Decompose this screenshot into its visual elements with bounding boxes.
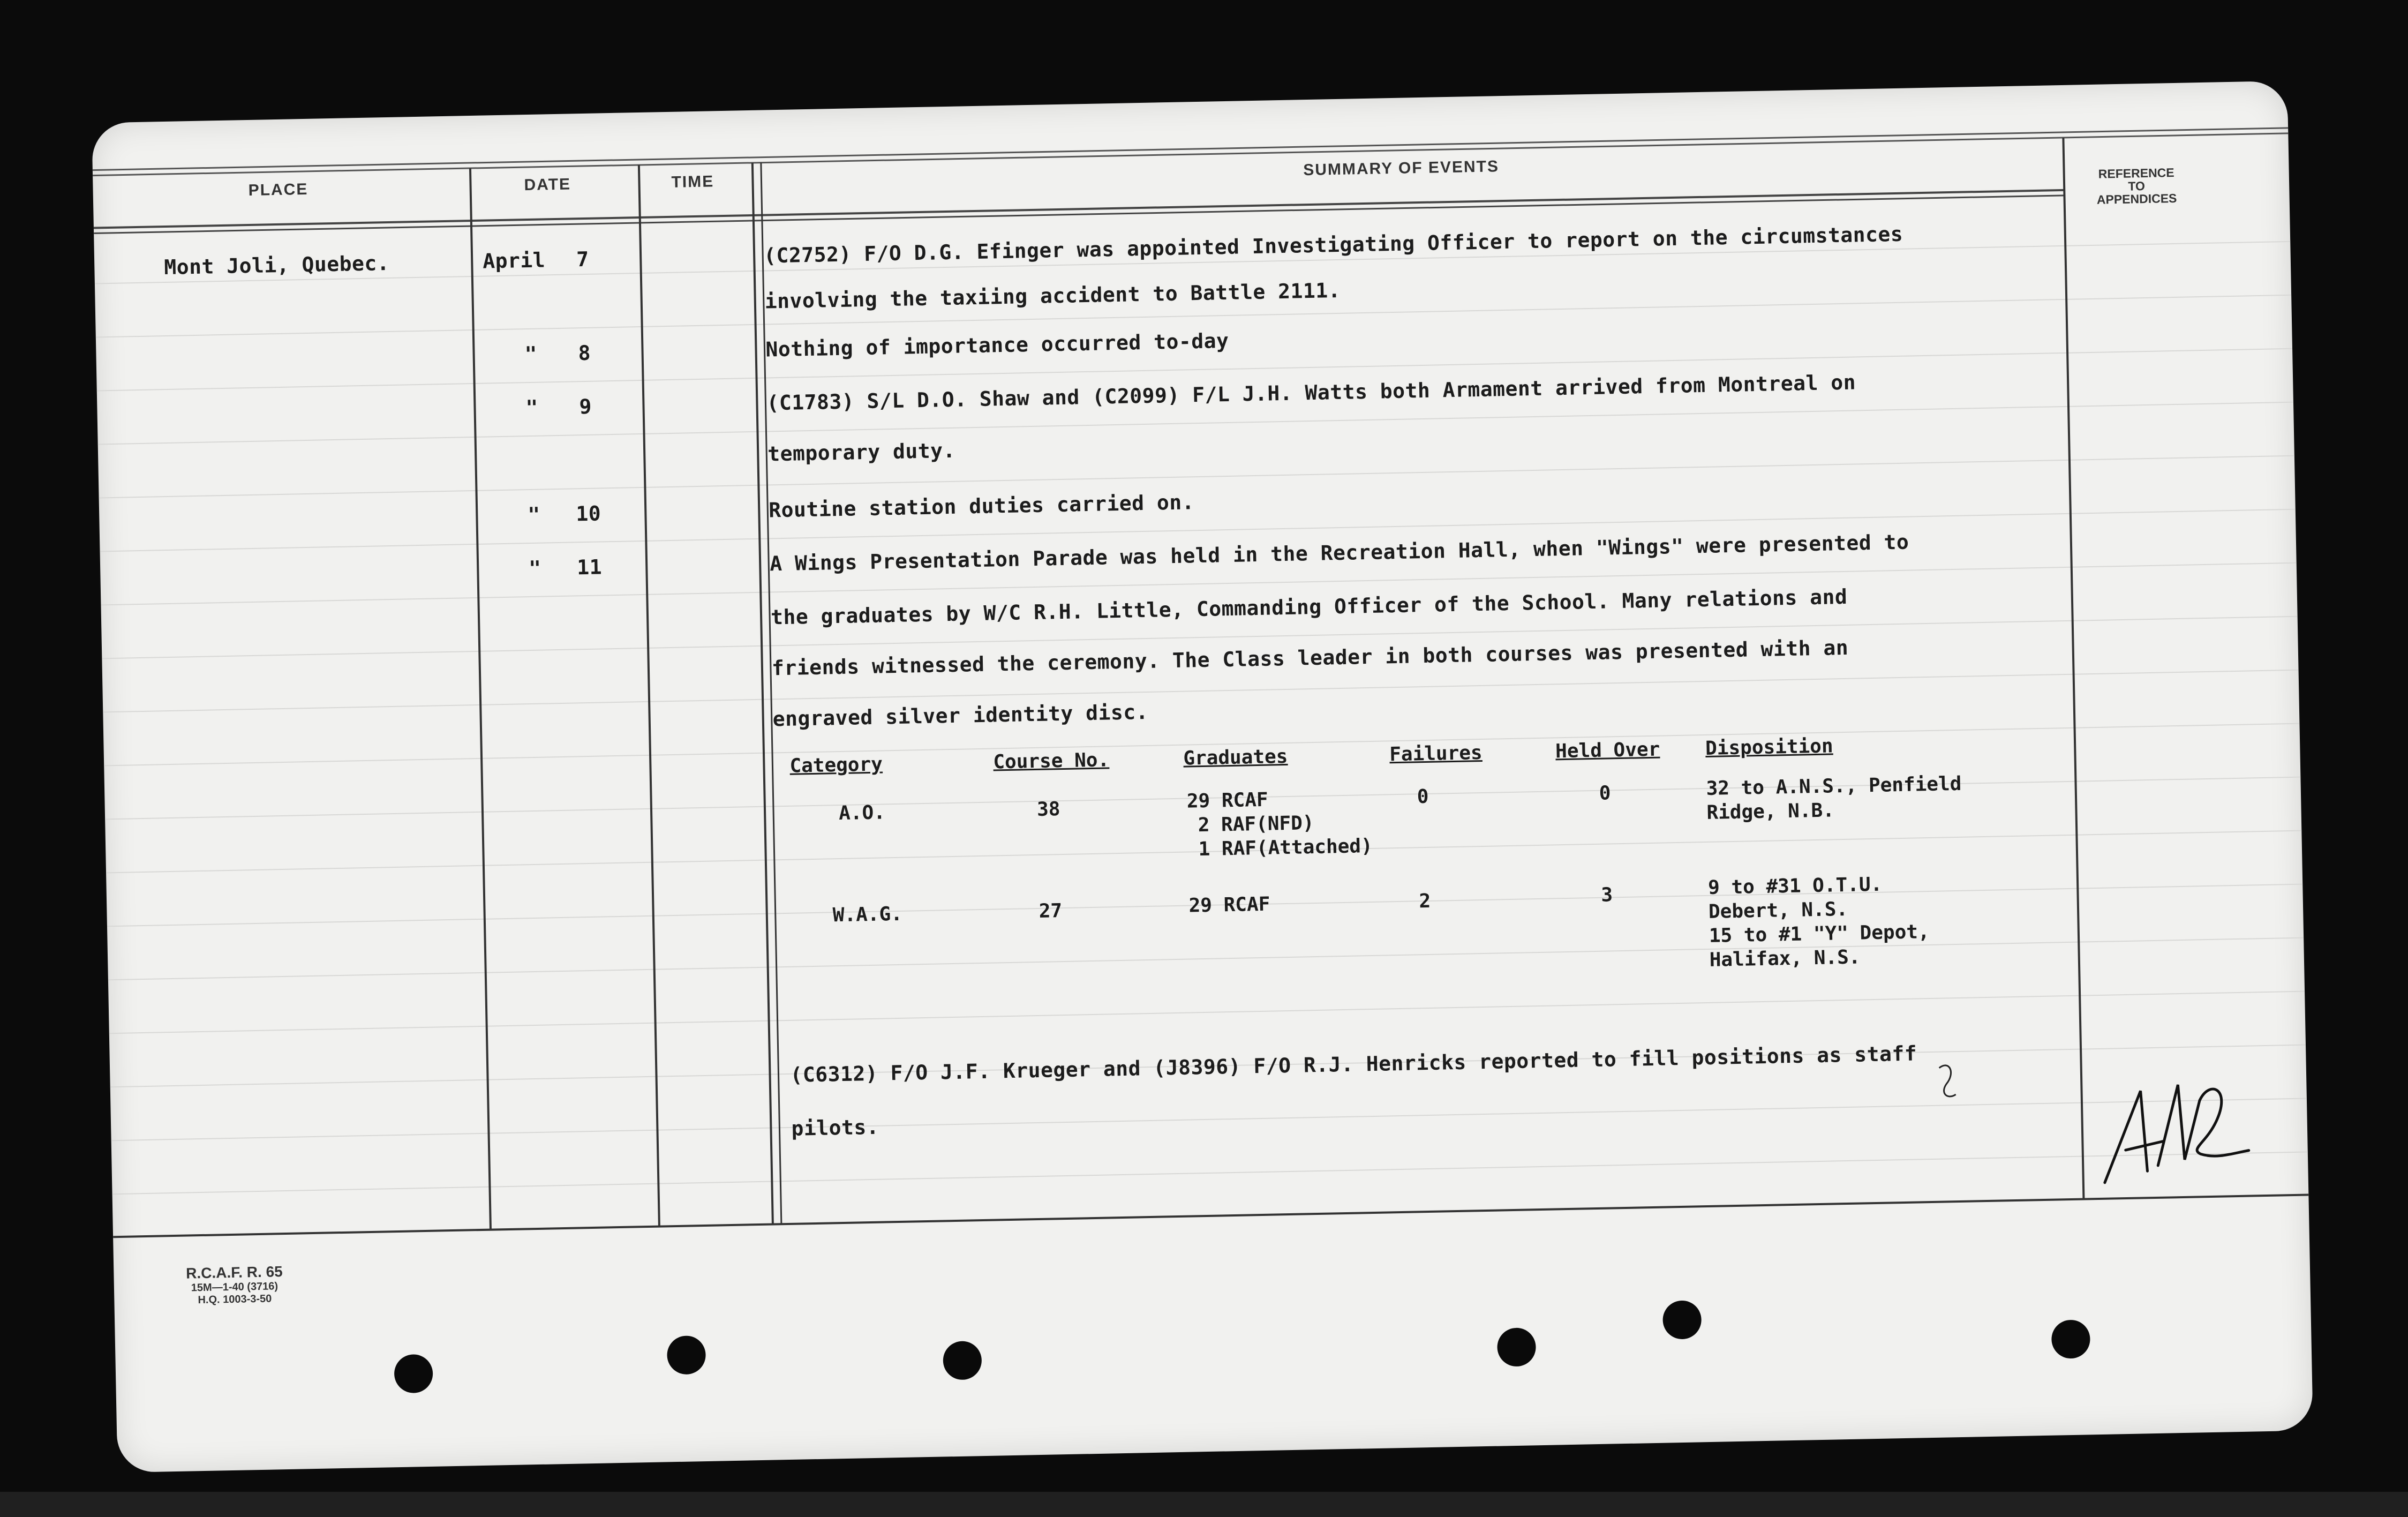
column-header-course: Course No. — [993, 749, 1110, 773]
summary-line: (C2752) F/O D.G. Efinger was appointed Investigating Officer to report on the circumstances — [763, 222, 1903, 268]
header-reference-appendices: REFERENCE TO APPENDICES — [2096, 165, 2177, 207]
summary-line: friends witnessed the ceremony. The Class leader in both courses was presented with an — [771, 635, 1849, 680]
column-header-disposition: Disposition — [1705, 735, 1833, 760]
column-header-graduates: Graduates — [1183, 745, 1288, 770]
column-header-held-over: Held Over — [1555, 738, 1660, 763]
place-entry: Mont Joli, Quebec. — [163, 251, 390, 280]
table-cell-disposition: 15 to #1 "Y" Depot, — [1709, 920, 1930, 947]
header-date: DATE — [524, 175, 571, 194]
date-day: 7 — [576, 247, 590, 272]
summary-line: engraved silver identity disc. — [772, 700, 1149, 731]
table-cell-disposition: Debert, N.S. — [1708, 898, 1848, 923]
date-month: " — [525, 395, 539, 420]
column-header-category: Category — [789, 753, 883, 777]
date-day: 9 — [579, 394, 592, 419]
table-cell-graduates: 1 RAF(Attached) — [1198, 835, 1373, 861]
form-identifier: R.C.A.F. R. 65 15M—1-40 (3716) H.Q. 1003-3-50 — [185, 1263, 283, 1306]
table-cell-course: 38 — [1036, 798, 1060, 821]
table-cell-held-over: 3 — [1600, 884, 1613, 906]
signature-initials — [2103, 1084, 2249, 1183]
table-cell-failures: 0 — [1417, 785, 1429, 808]
table-cell-course: 27 — [1039, 900, 1063, 922]
header-place: PLACE — [248, 180, 308, 199]
table-cell-disposition: Halifax, N.S. — [1709, 946, 1861, 971]
film-strip-edge — [0, 1492, 2408, 1517]
table-cell-graduates: 2 RAF(NFD) — [1198, 812, 1314, 837]
table-cell-graduates: 29 RCAF — [1188, 893, 1270, 917]
column-header-failures: Failures — [1389, 741, 1483, 766]
date-month: " — [524, 342, 538, 366]
header-time: TIME — [671, 172, 714, 191]
table-cell-graduates: 29 RCAF — [1186, 788, 1268, 813]
date-day: 10 — [575, 501, 601, 526]
table-cell-failures: 2 — [1419, 890, 1431, 913]
summary-line: Routine station duties carried on. — [768, 490, 1195, 522]
diary-card — [92, 81, 2313, 1473]
date-day: 11 — [576, 555, 603, 580]
table-cell-disposition: 32 to A.N.S., Penfield — [1706, 772, 1962, 800]
pencil-mark — [1939, 1065, 1956, 1097]
table-cell-category: A.O. — [838, 801, 886, 825]
summary-line: the graduates by W/C R.H. Little, Commanding Officer of the School. Many relations and — [770, 584, 1848, 629]
summary-line: (C1783) S/L D.O. Shaw and (C2099) F/L J.H. Watts both Armament arrived from Montreal on — [766, 370, 1856, 415]
date-month: April — [482, 248, 546, 273]
date-month: " — [527, 502, 541, 527]
date-day: 8 — [578, 341, 591, 365]
summary-line: Nothing of importance occurred to-day — [765, 328, 1229, 362]
summary-line: involving the taxiing accident to Battle 2111. — [764, 278, 1341, 313]
summary-line: (C6312) F/O J.F. Krueger and (J8396) F/O R.J. Henricks reported to fill positions as staff — [790, 1041, 1917, 1087]
date-month: " — [528, 556, 542, 581]
table-cell-held-over: 0 — [1599, 782, 1611, 805]
table-cell-disposition: Ridge, N.B. — [1706, 799, 1835, 824]
table-cell-disposition: 9 to #31 O.T.U. — [1707, 873, 1883, 899]
summary-line: temporary duty. — [767, 438, 956, 466]
header-summary: SUMMARY OF EVENTS — [1303, 157, 1500, 179]
summary-line: A Wings Presentation Parade was held in the Recreation Hall, when "Wings" were presented to — [769, 530, 1909, 576]
summary-line: pilots. — [791, 1115, 879, 1140]
table-cell-category: W.A.G. — [832, 903, 903, 927]
